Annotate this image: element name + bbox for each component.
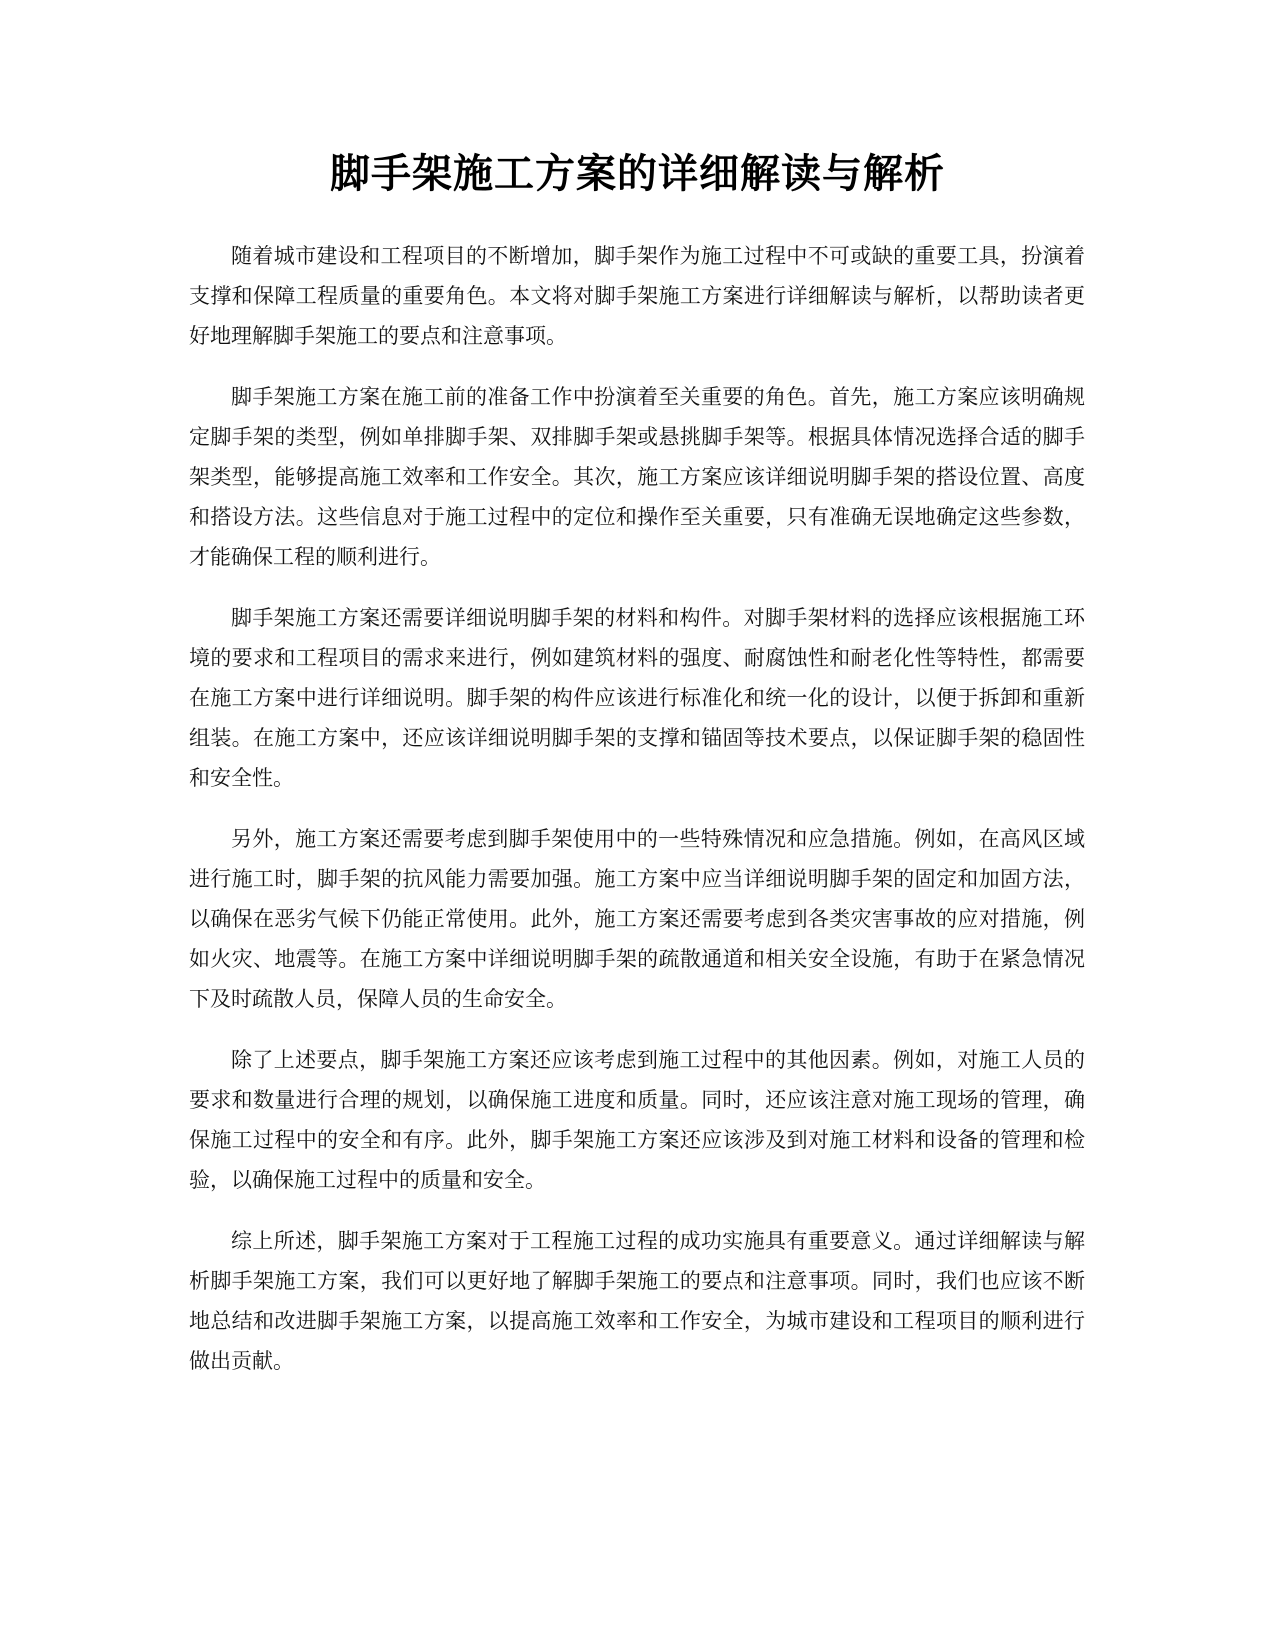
- document-body: [189, 236, 1085, 1402]
- paragraph-other-factors: 除了上述要点，脚手架施工方案还应该考虑到施工过程中的其他因素。例如，对施工人员的要求和数量进行合理的规划，以确保施工进度和质量。同时，还应该注意对施工现场的管理，确保施工过程中的安全和有序。此外，脚手架施工方案还应该涉及到对施工材料和设备的管理和检验，以确保施工过程中的质量和安全。: [189, 1048, 1085, 1192]
- paragraph-materials: 脚手架施工方案还需要详细说明脚手架的材料和构件。对脚手架材料的选择应该根据施工环境的要求和工程项目的需求来进行，例如建筑材料的强度、耐腐蚀性和耐老化性等特性，都需要在施工方案中进行详细说明。脚手架的构件应该进行标准化和统一化的设计，以便于拆卸和重新组装。在施工方案中，还应该详细说明脚手架的支撑和锚固等技术要点，以保证脚手架的稳固性和安全性。: [189, 606, 1085, 790]
- document-title: 脚手架施工方案的详细解读与解析: [330, 151, 945, 197]
- paragraph-emergency: 另外，施工方案还需要考虑到脚手架使用中的一些特殊情况和应急措施。例如，在高风区域进行施工时，脚手架的抗风能力需要加强。施工方案中应当详细说明脚手架的固定和加固方法，以确保在恶劣气候下仍能正常使用。此外，施工方案还需要考虑到各类灾害事故的应对措施，例如火灾、地震等。在施工方案中详细说明脚手架的疏散通道和相关安全设施，有助于在紧急情况下及时疏散人员，保障人员的生命安全。: [189, 827, 1085, 1011]
- paragraph-intro: 随着城市建设和工程项目的不断增加，脚手架作为施工过程中不可或缺的重要工具，扮演着支撑和保障工程质量的重要角色。本文将对脚手架施工方案进行详细解读与解析，以帮助读者更好地理解脚手架施工的要点和注意事项。: [189, 244, 1085, 348]
- paragraph-conclusion: 综上所述，脚手架施工方案对于工程施工过程的成功实施具有重要意义。通过详细解读与解析脚手架施工方案，我们可以更好地了解脚手架施工的要点和注意事项。同时，我们也应该不断地总结和改进脚手架施工方案，以提高施工效率和工作安全，为城市建设和工程项目的顺利进行做出贡献。: [189, 1229, 1085, 1373]
- paragraph-preparation: 脚手架施工方案在施工前的准备工作中扮演着至关重要的角色。首先，施工方案应该明确规定脚手架的类型，例如单排脚手架、双排脚手架或悬挑脚手架等。根据具体情况选择合适的脚手架类型，能够提高施工效率和工作安全。其次，施工方案应该详细说明脚手架的搭设位置、高度和搭设方法。这些信息对于施工过程中的定位和操作至关重要，只有准确无误地确定这些参数，才能确保工程的顺利进行。: [189, 385, 1085, 569]
